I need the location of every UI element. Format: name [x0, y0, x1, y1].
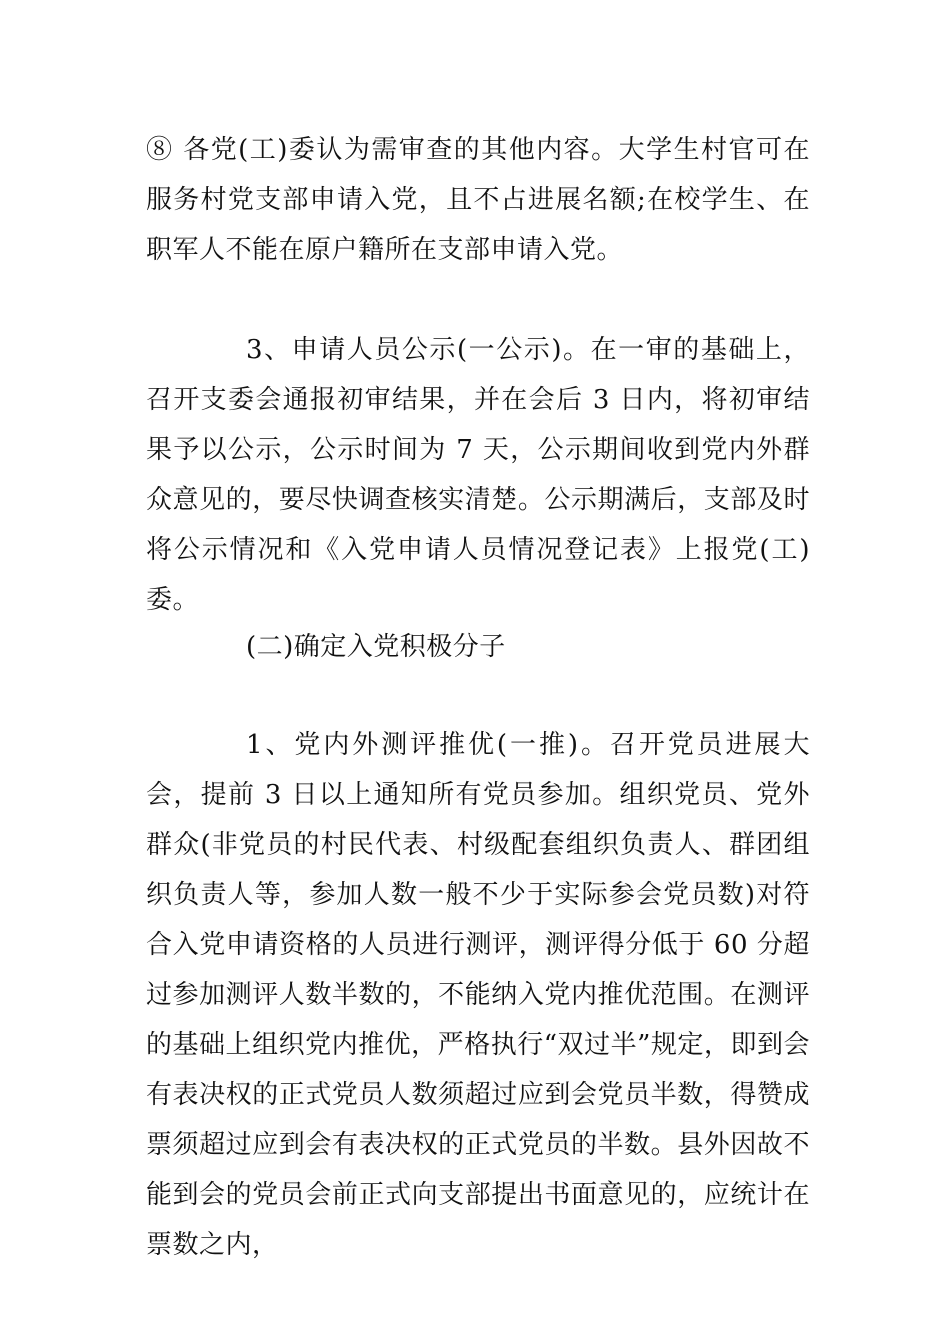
- paragraph-evaluation-recommendation: 1、党内外测评推优(一推)。召开党员进展大会，提前 3 日以上通知所有党员参加。组织党员、党外群众(非党员的村民代表、村级配套组织负责人、群团组织负责人等，参加人数一般不少于实际参会党员数)对符合入党申请资格的人员进行测评，测评得分低于 60 分超过参加测评人数半数的，不能纳入党内推优范围。在测评的基础上组织党内推优，严格执行“双过半”规定，即到会有表决权的正式党员人数须超过应到会党员半数，得赞成票须超过应到会有表决权的正式党员的半数。县外因故不能到会的党员会前正式向支部提出书面意见的，应统计在票数之内，: [146, 730, 810, 1260]
- paragraph-review-content: ⑧ 各党(工)委认为需审查的其他内容。大学生村官可在服务村党支部申请入党，且不占进展名额;在校学生、在职军人不能在原户籍所在支部申请入党。: [146, 135, 810, 265]
- paragraph-applicant-publicity: 3、申请人员公示(一公示)。在一审的基础上，召开支委会通报初审结果，并在会后 3 日内，将初审结果予以公示，公示时间为 7 天，公示期间收到党内外群众意见的，要尽快调查核实清楚。公示期满后，支部及时将公示情况和《入党申请人员情况登记表》上报党(工)委。: [146, 335, 810, 615]
- section-heading-activists: (二)确定入党积极分子: [246, 632, 506, 662]
